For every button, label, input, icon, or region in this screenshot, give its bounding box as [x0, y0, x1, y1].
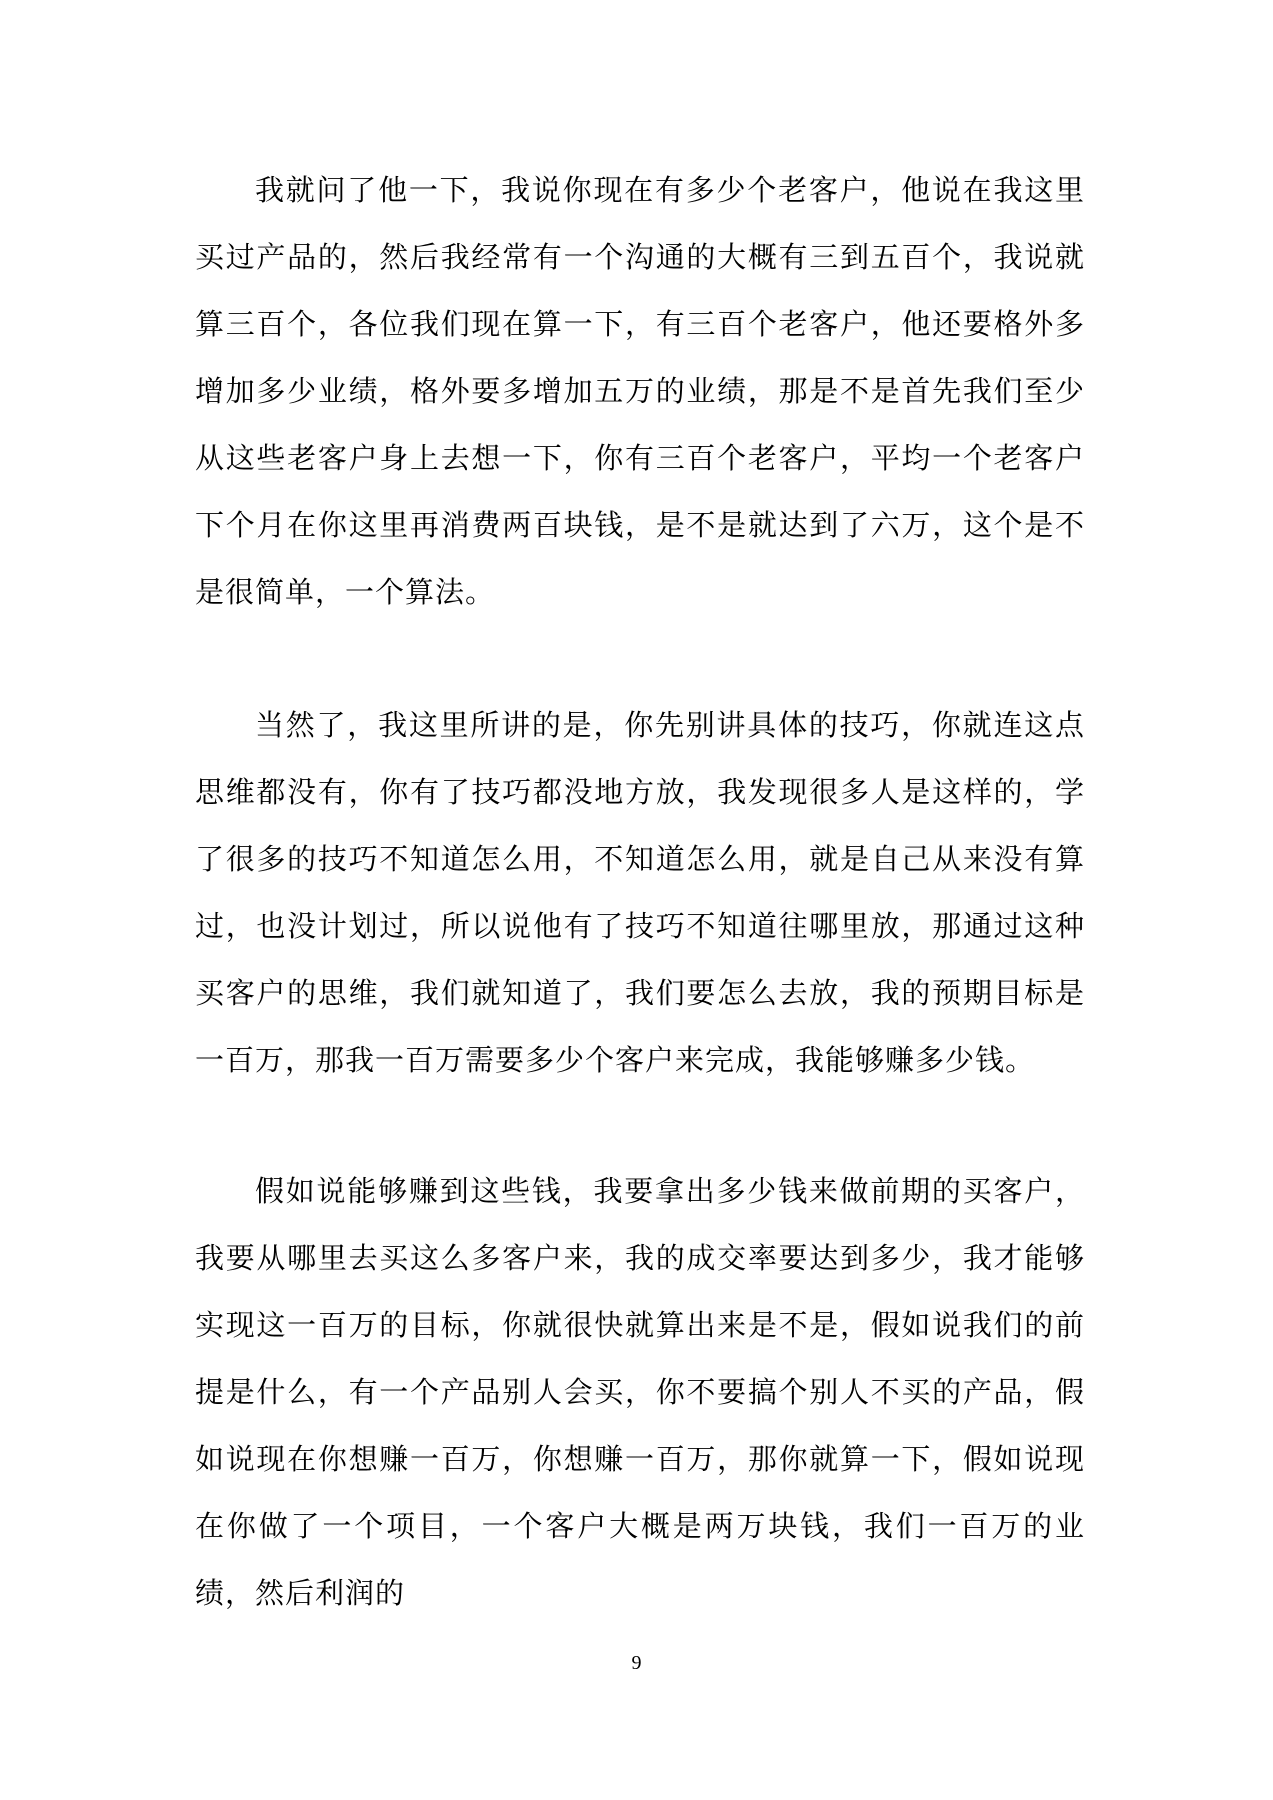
paragraph-3: 假如说能够赚到这些钱，我要拿出多少钱来做前期的买客户，我要从哪里去买这么多客户来，我的成交率要达到多少，我才能够实现这一百万的目标，你就很快就算出来是不是，假如说我们的前提是什么，有一个产品别人会买，你不要搞个别人不买的产品，假如说现在你想赚一百万，你想赚一百万，那你就算一下，假如说现在你做了一个项目，一个客户大概是两万块钱，我们一百万的业绩，然后利润的 — [195, 1174, 1085, 1610]
page-number: 9 — [631, 1652, 642, 1674]
paragraph-2: 当然了，我这里所讲的是，你先别讲具体的技巧，你就连这点思维都没有，你有了技巧都没地方放，我发现很多人是这样的，学了很多的技巧不知道怎么用，不知道怎么用，就是自己从来没有算过，也没计划过，所以说他有了技巧不知道往哪里放，那通过这种买客户的思维，我们就知道了，我们要怎么去放，我的预期目标是一百万，那我一百万需要多少个客户来完成，我能够赚多少钱。 — [195, 708, 1085, 1077]
paragraph-1: 我就问了他一下，我说你现在有多少个老客户，他说在我这里买过产品的，然后我经常有一个沟通的大概有三到五百个，我说就算三百个，各位我们现在算一下，有三百个老客户，他还要格外多增加多少业绩，格外要多增加五万的业绩，那是不是首先我们至少从这些老客户身上去想一下，你有三百个老客户，平均一个老客户下个月在你这里再消费两百块钱，是不是就达到了六万，这个是不是很简单，一个算法。 — [195, 173, 1085, 609]
